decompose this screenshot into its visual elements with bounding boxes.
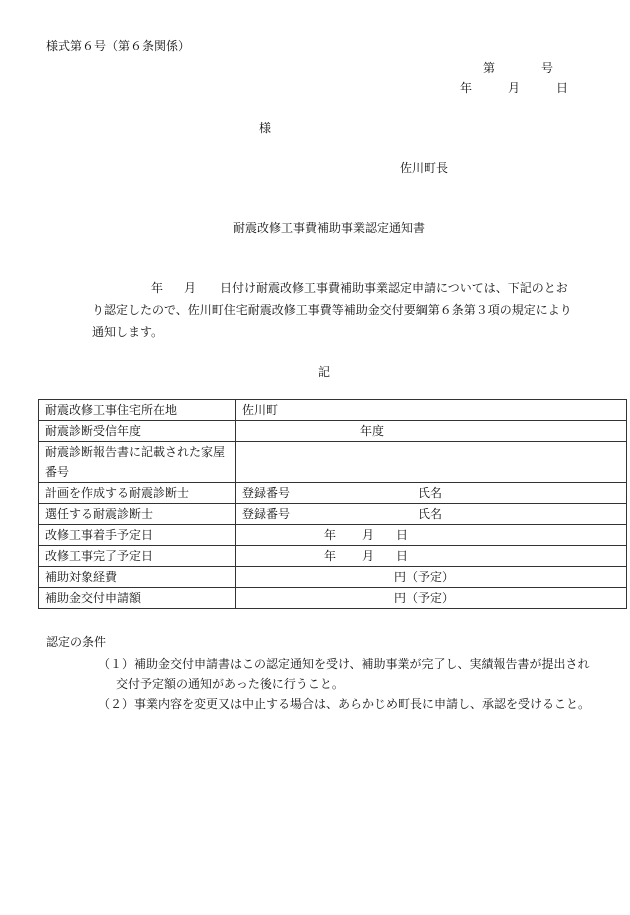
table-row bbox=[39, 546, 627, 567]
row-value bbox=[236, 546, 627, 567]
addressee: 様 bbox=[259, 121, 272, 135]
table-row bbox=[39, 483, 627, 504]
start-month-label: 月 bbox=[362, 528, 375, 542]
cost-yen-label: 円（予定） bbox=[394, 570, 455, 584]
application-yen-label: 円（予定） bbox=[394, 591, 455, 605]
doc-number-prefix: 第 bbox=[483, 61, 496, 75]
condition-2: （２）事業内容を変更又は中止する場合は、あらかじめ町長に申請し、承認を受けること。 bbox=[98, 697, 591, 711]
row-value bbox=[236, 421, 627, 442]
row-value bbox=[236, 483, 627, 504]
body-year: 年 bbox=[151, 281, 164, 295]
row-value bbox=[236, 504, 627, 525]
condition-1-line-1: （１）補助金交付申請書はこの認定通知を受け、補助事業が完了し、実績報告書が提出され bbox=[98, 657, 590, 671]
date-year: 年 bbox=[460, 81, 473, 95]
table-row bbox=[39, 400, 627, 421]
body-month: 月 bbox=[184, 281, 197, 295]
start-day-label: 日 bbox=[396, 528, 409, 542]
body-line-2: り認定したので、佐川町住宅耐震改修工事費等補助金交付要綱第６条第３項の規定により bbox=[92, 303, 572, 317]
registration-number-label: 登録番号 bbox=[242, 486, 291, 500]
table-row bbox=[39, 588, 627, 609]
table-row bbox=[39, 525, 627, 546]
row-label: 選任する耐震診断士 bbox=[39, 504, 236, 525]
name-label: 氏名 bbox=[418, 507, 443, 521]
row-label: 改修工事着手予定日 bbox=[39, 525, 236, 546]
table-row bbox=[39, 567, 627, 588]
details-table bbox=[38, 399, 627, 609]
row-label: 耐震診断受信年度 bbox=[39, 421, 236, 442]
row-value bbox=[236, 525, 627, 546]
row-label: 耐震診断報告書に記載された家屋番号 bbox=[39, 442, 236, 483]
registration-number-label: 登録番号 bbox=[242, 507, 291, 521]
end-month-label: 月 bbox=[362, 549, 375, 563]
table-row bbox=[39, 421, 627, 442]
end-year-label: 年 bbox=[324, 549, 337, 563]
row-label: 補助金交付申請額 bbox=[39, 588, 236, 609]
name-label: 氏名 bbox=[418, 486, 443, 500]
end-day-label: 日 bbox=[396, 549, 409, 563]
condition-1-line-2: 交付予定額の通知があった後に行うこと。 bbox=[116, 677, 344, 691]
doc-number-suffix: 号 bbox=[541, 61, 554, 75]
date-day: 日 bbox=[556, 81, 569, 95]
row-label: 補助対象経費 bbox=[39, 567, 236, 588]
row-value bbox=[236, 442, 627, 483]
date-month: 月 bbox=[508, 81, 521, 95]
row-value bbox=[236, 567, 627, 588]
table-row bbox=[39, 504, 627, 525]
ki-heading: 記 bbox=[318, 365, 331, 379]
conditions-title: 認定の条件 bbox=[46, 635, 107, 649]
start-year-label: 年 bbox=[324, 528, 337, 542]
sender: 佐川町長 bbox=[400, 161, 449, 175]
row-value: 佐川町 bbox=[236, 400, 627, 421]
row-label: 改修工事完了予定日 bbox=[39, 546, 236, 567]
form-number: 様式第６号（第６条関係） bbox=[46, 39, 191, 53]
row-label: 計画を作成する耐震診断士 bbox=[39, 483, 236, 504]
body-line-3: 通知します。 bbox=[92, 325, 164, 339]
body-text-1: 日付け耐震改修工事費補助事業認定申請については、下記のとお bbox=[220, 281, 568, 295]
document-title: 耐震改修工事費補助事業認定通知書 bbox=[233, 221, 426, 235]
row-label: 耐震改修工事住宅所在地 bbox=[39, 400, 236, 421]
row-value bbox=[236, 588, 627, 609]
fiscal-year-label: 年度 bbox=[360, 424, 385, 438]
table-row bbox=[39, 442, 627, 483]
